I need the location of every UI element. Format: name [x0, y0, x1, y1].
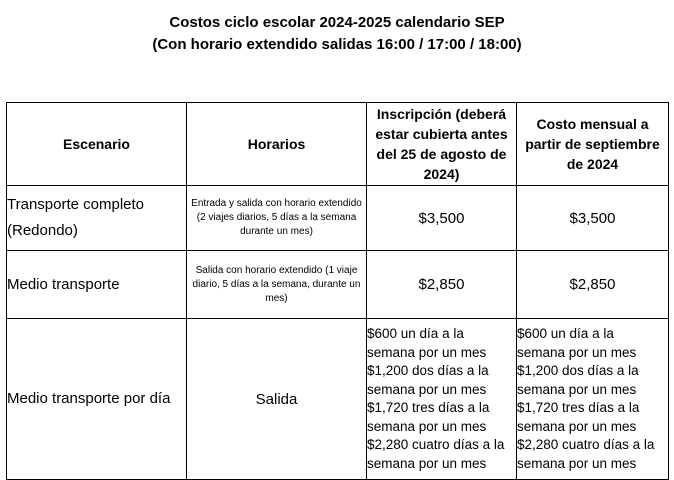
scenario-cell: Medio transporte por día — [7, 319, 187, 480]
monthly-cell: $2,850 — [517, 251, 669, 319]
monthly-cell: $3,500 — [517, 186, 669, 251]
monthly-line: $600 un día a la — [517, 326, 614, 341]
header-registration: Inscripción (deberá estar cubierta antes del 25 de agosto de 2024) — [367, 103, 517, 186]
table-header-row — [7, 103, 669, 186]
registration-line: semana por un mes — [367, 344, 487, 360]
registration-line: $600 un día a la — [367, 326, 464, 341]
registration-line: semana por un mes — [367, 418, 487, 434]
title-line-2: (Con horario extendido salidas 16:00 / 17:00 / 18:00) — [152, 36, 522, 53]
registration-cell: $3,500 — [367, 186, 517, 251]
registration-line: $1,200 dos días a la — [367, 363, 489, 378]
table-row — [7, 319, 669, 480]
schedule-cell: Salida — [187, 319, 367, 480]
monthly-cell — [517, 319, 669, 480]
document-title — [0, 12, 674, 56]
table-row — [7, 186, 669, 251]
monthly-line: $1,720 tres días a la — [517, 400, 640, 415]
schedule-cell: Entrada y salida con horario extendido (2 viajes diarios, 5 días a la semana durante un mes) — [187, 186, 367, 251]
monthly-line: $2,280 cuatro días a la — [517, 437, 655, 452]
registration-cell — [367, 319, 517, 480]
monthly-line: semana por un mes — [517, 455, 637, 471]
monthly-line: $1,200 dos días a la — [517, 363, 639, 378]
header-monthly: Costo mensual a partir de septiembre de 2024 — [517, 103, 669, 186]
scenario-cell: Transporte completo (Redondo) — [7, 186, 187, 251]
scenario-cell: Medio transporte — [7, 251, 187, 319]
costs-table — [6, 102, 669, 480]
title-line-1: Costos ciclo escolar 2024-2025 calendario SEP — [169, 14, 505, 31]
registration-line: semana por un mes — [367, 455, 487, 471]
header-scenario: Escenario — [7, 103, 187, 186]
table-row — [7, 251, 669, 319]
registration-line: $1,720 tres días a la — [367, 400, 490, 415]
registration-line: $2,280 cuatro días a la — [367, 437, 505, 452]
monthly-line: semana por un mes — [517, 418, 637, 434]
schedule-cell: Salida con horario extendido (1 viaje diario, 5 días a la semana, durante un mes) — [187, 251, 367, 319]
header-schedule: Horarios — [187, 103, 367, 186]
monthly-line: semana por un mes — [517, 381, 637, 397]
monthly-line: semana por un mes — [517, 344, 637, 360]
registration-line: semana por un mes — [367, 381, 487, 397]
registration-cell: $2,850 — [367, 251, 517, 319]
